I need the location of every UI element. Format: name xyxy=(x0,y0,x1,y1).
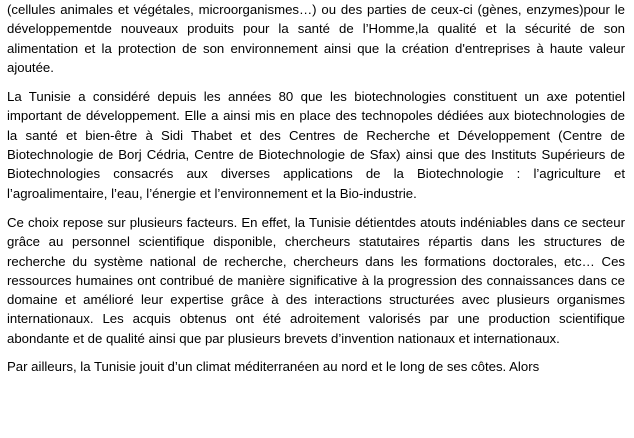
paragraph-climate-partial: Par ailleurs, la Tunisie jouit d’un climat méditerranéen au nord et le long de ses côtes. Alors xyxy=(7,359,540,375)
paragraph-intro-continuation: (cellules animales et végétales, microorganismes…) ou des parties de ceux-ci (gènes, enzymes)pour le développementde nouveaux produits pour la santé de l’Homme,la qualité et la sécurité de son alimentation et la protection de son environnement ainsi que la création d'entreprises à haute valeur ajoutée. xyxy=(7,2,625,75)
paragraph-spacer xyxy=(7,203,625,213)
paragraph-tunisia-biotech: La Tunisie a considéré depuis les années 80 que les biotechnologies constituent un axe potentiel important de développement. Elle a ainsi mis en place des technopoles dédiées aux biotechnologies de la santé et bien-être à Sidi Thabet et des Centres de Recherche et Développement (Centre de Biotechnologie de Borj Cédria, Centre de Biotechnologie de Sfax) ainsi que des Instituts Supérieurs de Biotechnologies consacrés aux diverses applications de la Biotechnologie : l’agriculture et l’agroalimentaire, l’eau, l’énergie et l’environnement et la Bio-industrie. xyxy=(7,89,625,201)
document-page xyxy=(7,0,625,438)
paragraph-factors: Ce choix repose sur plusieurs facteurs. En effet, la Tunisie détientdes atouts indéniables dans ce secteur grâce au personnel scientifique disponible, chercheurs statutaires répartis dans les structures de recherche du système national de recherche, chercheurs dans les formations doctorales, etc… Ces ressources humaines ont contribué de manière significative à la progression des connaissances dans ce domaine et amélioré leur expertise grâce à des interactions structurées avec plusieurs organismes internationaux. Les acquis obtenus ont été adroitement valorisés par une production scientifique abondante et de qualité ainsi que par plusieurs brevets d’invention nationaux et internationaux. xyxy=(7,214,625,346)
paragraph-spacer xyxy=(7,77,625,87)
paragraph-spacer xyxy=(7,348,625,357)
